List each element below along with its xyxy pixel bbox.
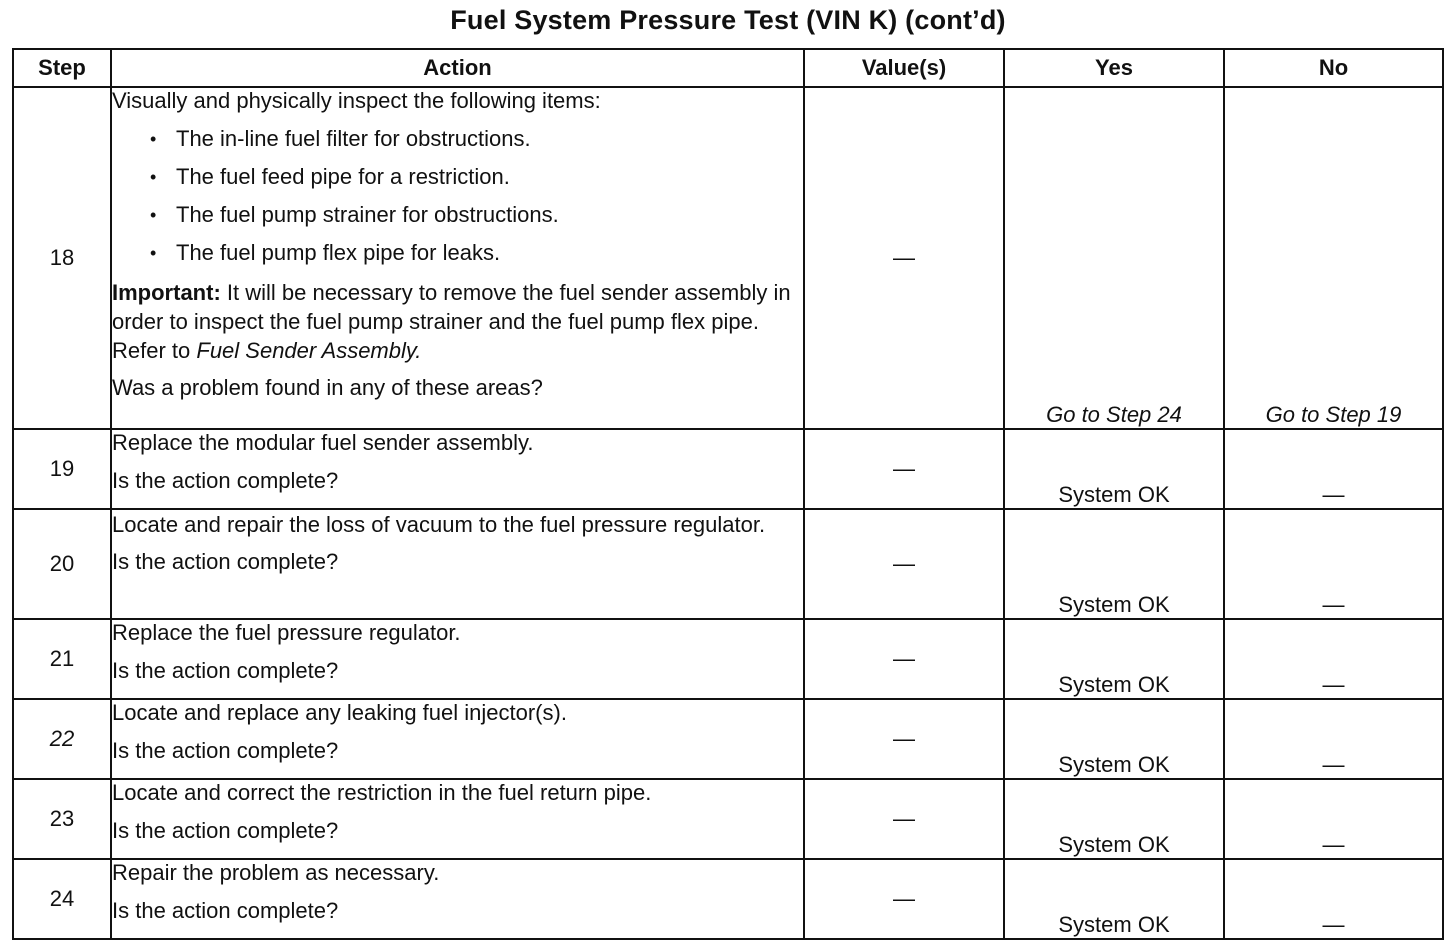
procedure-table (12, 48, 1444, 940)
action-question: Is the action complete? (112, 549, 339, 574)
yes-cell: System OK (1004, 509, 1224, 619)
action-question: Was a problem found in any of these areas? (112, 375, 543, 400)
step-number: 18 (13, 87, 111, 429)
value-cell: — (804, 509, 1004, 619)
no-cell: — (1224, 699, 1443, 779)
action-cell (111, 87, 804, 429)
no-cell: — (1224, 619, 1443, 699)
reference-link: Fuel Sender Assembly. (196, 338, 422, 363)
yes-cell: System OK (1004, 859, 1224, 939)
page-title: Fuel System Pressure Test (VIN K) (cont’d) (450, 5, 1006, 35)
step-number: 22 (13, 699, 111, 779)
yes-cell: System OK (1004, 429, 1224, 509)
action-question: Is the action complete? (112, 468, 339, 493)
action-cell (111, 619, 804, 699)
table-row-step-24 (13, 859, 1443, 939)
action-text: Locate and correct the restriction in the fuel return pipe. (112, 780, 652, 805)
no-cell: — (1224, 429, 1443, 509)
no-cell: — (1224, 509, 1443, 619)
table-row-step-23 (13, 779, 1443, 859)
no-cell: — (1224, 779, 1443, 859)
value-cell: — (804, 699, 1004, 779)
value-cell: — (804, 779, 1004, 859)
table-row-step-19 (13, 429, 1443, 509)
step-number: 21 (13, 619, 111, 699)
important-text: It will be necessary to remove the fuel sender assembly in order to inspect the fuel pump strainer and the fuel pump flex pipe. Refer to (112, 280, 791, 363)
important-note (112, 278, 803, 365)
step-number: 20 (13, 509, 111, 619)
action-text: Repair the problem as necessary. (112, 860, 440, 885)
action-question: Is the action complete? (112, 738, 339, 763)
header-step: Step (13, 49, 111, 87)
value-cell: — (804, 859, 1004, 939)
yes-cell: System OK (1004, 779, 1224, 859)
list-item: • The fuel feed pipe for a restriction. (150, 164, 803, 190)
no-cell: — (1224, 859, 1443, 939)
list-item: • The fuel pump flex pipe for leaks. (150, 240, 803, 266)
table-row-step-20 (13, 509, 1443, 619)
action-cell (111, 779, 804, 859)
action-intro: Visually and physically inspect the following items: (112, 88, 601, 113)
list-item: • The fuel pump strainer for obstructions. (150, 202, 803, 228)
header-no: No (1224, 49, 1443, 87)
yes-cell: System OK (1004, 619, 1224, 699)
action-cell (111, 509, 804, 619)
yes-cell: Go to Step 24 (1004, 87, 1224, 429)
header-values: Value(s) (804, 49, 1004, 87)
important-label: Important: (112, 280, 221, 305)
yes-cell: System OK (1004, 699, 1224, 779)
action-text: Replace the modular fuel sender assembly. (112, 430, 534, 455)
step-number: 23 (13, 779, 111, 859)
value-cell: — (804, 429, 1004, 509)
table-header-row (13, 49, 1443, 87)
action-text: Locate and repair the loss of vacuum to the fuel pressure regulator. (112, 512, 766, 537)
action-text: Replace the fuel pressure regulator. (112, 620, 461, 645)
step-number: 19 (13, 429, 111, 509)
action-cell (111, 859, 804, 939)
table-row-step-21 (13, 619, 1443, 699)
action-question: Is the action complete? (112, 658, 339, 683)
value-cell: — (804, 619, 1004, 699)
action-text: Locate and replace any leaking fuel injector(s). (112, 700, 567, 725)
action-cell (111, 699, 804, 779)
header-action: Action (111, 49, 804, 87)
no-cell: Go to Step 19 (1224, 87, 1443, 429)
action-question: Is the action complete? (112, 898, 339, 923)
value-cell: — (804, 87, 1004, 429)
action-cell (111, 429, 804, 509)
table-row-step-22 (13, 699, 1443, 779)
action-question: Is the action complete? (112, 818, 339, 843)
header-yes: Yes (1004, 49, 1224, 87)
step-number: 24 (13, 859, 111, 939)
table-row-step-18 (13, 87, 1443, 429)
list-item: • The in-line fuel filter for obstructions. (150, 126, 803, 152)
inspection-list (112, 126, 803, 266)
